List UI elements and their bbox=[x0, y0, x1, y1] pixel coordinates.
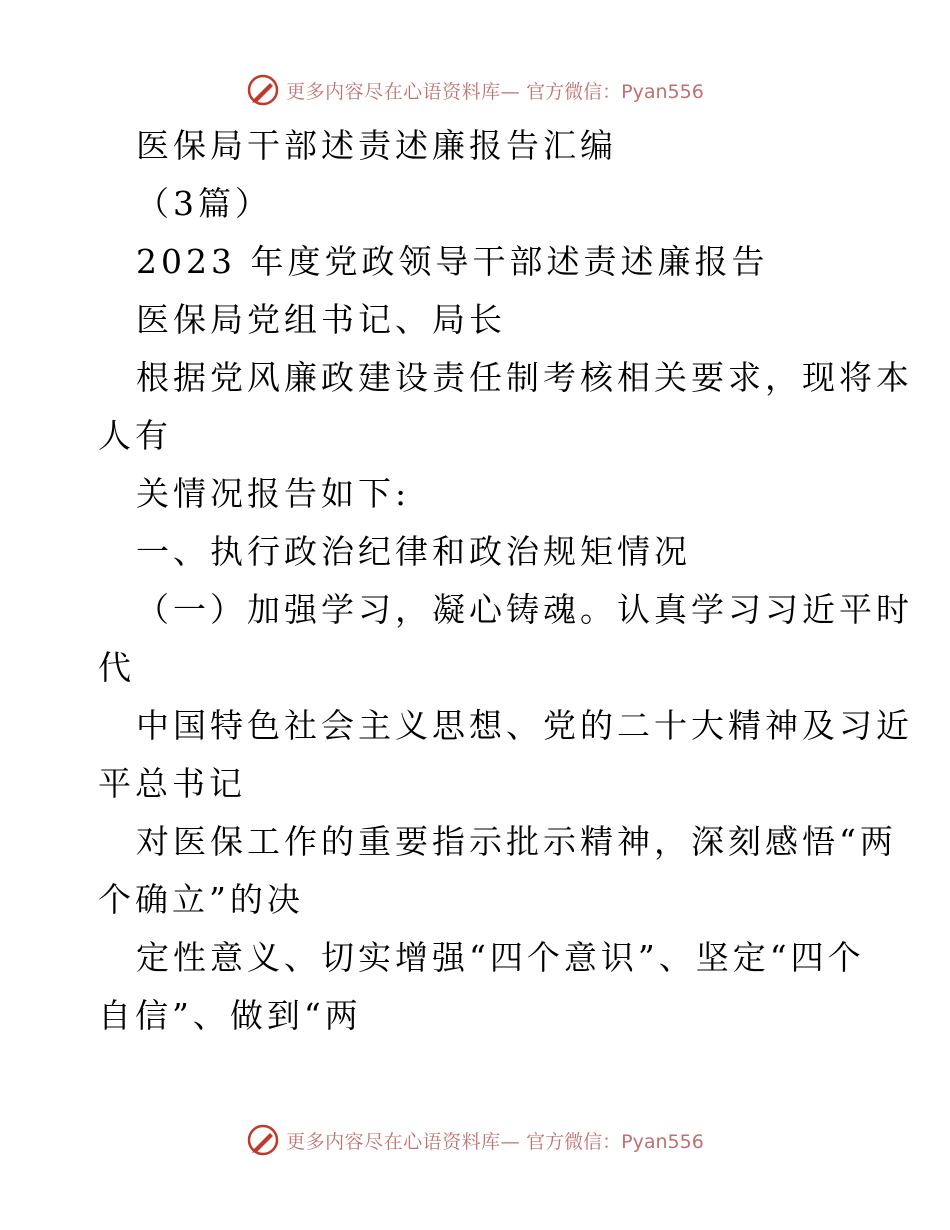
pen-logo-icon bbox=[246, 73, 280, 107]
watermark-footer bbox=[0, 1120, 950, 1160]
doc-title: 医保局干部述责述廉报告汇编 bbox=[136, 126, 617, 165]
paragraph-line: 个确立”的决 bbox=[98, 880, 304, 919]
paragraph-line: 自信”、做到“两 bbox=[98, 996, 362, 1035]
document-body bbox=[98, 117, 913, 1045]
doc-subtitle: （3篇） bbox=[136, 184, 272, 223]
watermark-site-text: 更多内容尽在心语资料库— bbox=[286, 80, 521, 103]
watermark-wechat-text: 官方微信：Pyan556 bbox=[526, 1130, 704, 1153]
paragraph-line: 代 bbox=[98, 648, 135, 687]
paragraph-line: 定性意义、切实增强“四个意识”、坚定“四个 bbox=[136, 938, 865, 977]
paragraph-line: （一）加强学习，凝心铸魂。认真学习习近平时 bbox=[136, 590, 913, 629]
section-heading: 一、执行政治纪律和政治规矩情况 bbox=[136, 532, 691, 571]
watermark-wechat-text: 官方微信：Pyan556 bbox=[526, 80, 704, 103]
paragraph-line: 人有 bbox=[98, 416, 172, 455]
paragraph-line: 对医保工作的重要指示批示精神，深刻感悟“两 bbox=[136, 822, 897, 861]
paragraph-line: 平总书记 bbox=[98, 764, 246, 803]
watermark-header bbox=[0, 70, 950, 110]
watermark-site-text: 更多内容尽在心语资料库— bbox=[286, 1130, 521, 1153]
paragraph-line: 中国特色社会主义思想、党的二十大精神及习近 bbox=[136, 706, 913, 745]
report-author: 医保局党组书记、局长 bbox=[136, 300, 506, 339]
pen-logo-icon bbox=[246, 1123, 280, 1157]
paragraph-line: 根据党风廉政建设责任制考核相关要求，现将本 bbox=[136, 358, 913, 397]
paragraph-line: 关情况报告如下: bbox=[136, 474, 411, 513]
report-title: 2023 年度党政领导干部述责述廉报告 bbox=[136, 242, 769, 281]
